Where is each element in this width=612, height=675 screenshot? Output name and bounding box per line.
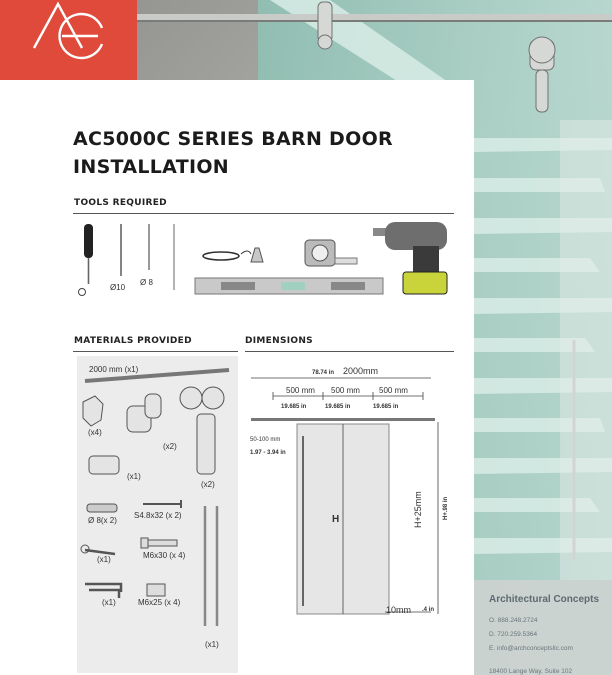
segment-2-mm: 500 mm bbox=[331, 386, 360, 395]
ac-logo-icon bbox=[0, 0, 137, 80]
total-height-in: H+.98 in bbox=[443, 496, 449, 520]
screwdriver-icon bbox=[79, 224, 94, 296]
hexkey-qty-label: (x1) bbox=[102, 598, 116, 607]
tools-heading: TOOLS REQUIRED bbox=[74, 198, 167, 208]
wrench-icon bbox=[81, 545, 115, 554]
segment-1-in: 19.685 in bbox=[281, 404, 307, 410]
bottom-gap-mm: 10mm bbox=[386, 605, 412, 615]
office-phone[interactable]: O. 888.248.2724 bbox=[489, 617, 538, 624]
roller-qty-label: (x2) bbox=[201, 480, 215, 489]
address: 18400 Lange Way, Suite 102 bbox=[489, 668, 573, 675]
plumb-line-icon bbox=[203, 248, 263, 262]
gap-in: 1.97 - 3.94 in bbox=[250, 450, 286, 456]
bracket-qty-label: (x4) bbox=[88, 428, 102, 437]
segment-2-in: 19.685 in bbox=[325, 404, 351, 410]
segment-1-mm: 500 mm bbox=[286, 386, 315, 395]
wall-bracket-icon bbox=[83, 396, 103, 426]
dimensions-divider bbox=[245, 351, 454, 352]
hex-key-icon bbox=[85, 584, 121, 598]
tape-measure-icon bbox=[305, 240, 357, 266]
bolt-m6x30-label: M6x30 (x 4) bbox=[143, 551, 186, 560]
materials-divider bbox=[73, 351, 238, 352]
bolt-m6x30-icon bbox=[141, 538, 177, 548]
stop-qty-label: (x1) bbox=[127, 472, 141, 481]
total-width-in: 78.74 in bbox=[312, 370, 335, 376]
company-name: Architectural Concepts bbox=[489, 594, 600, 605]
bottom-gap-in: .4 in bbox=[422, 607, 435, 613]
drill-bit-10-label: Ø10 bbox=[110, 283, 126, 292]
drill-bit-8-label: Ø 8 bbox=[140, 278, 153, 287]
dimensions-drawing bbox=[245, 356, 454, 620]
door-handle-icon bbox=[205, 506, 217, 626]
level-icon bbox=[195, 278, 383, 294]
screw-label: S4.8x32 (x 2) bbox=[134, 511, 182, 520]
wrench-qty-label: (x1) bbox=[97, 555, 111, 564]
door-height-label: H bbox=[332, 514, 340, 525]
gap-mm: 50-100 mm bbox=[250, 437, 281, 443]
tools-divider bbox=[73, 213, 454, 214]
cordless-drill-icon bbox=[373, 222, 447, 294]
bolt-m6x25-icon bbox=[147, 584, 165, 596]
direct-phone[interactable]: D. 720.259.5364 bbox=[489, 631, 538, 638]
rail-clamp-icon bbox=[127, 394, 161, 432]
email-link[interactable]: E. info@archconceptsllc.com bbox=[489, 645, 573, 652]
bolt-m6x25-label: M6x25 (x 4) bbox=[138, 598, 181, 607]
contact-panel bbox=[474, 580, 612, 675]
anchor-label: Ø 8(x 2) bbox=[88, 516, 117, 525]
page-title: AC5000C SERIES BARN DOOR INSTALLATION bbox=[73, 128, 393, 178]
brand-logo bbox=[0, 0, 137, 80]
rail-label: 2000 mm (x1) bbox=[89, 365, 139, 374]
materials-heading: MATERIALS PROVIDED bbox=[74, 336, 192, 346]
screw-icon bbox=[143, 500, 181, 508]
tools-illustration bbox=[73, 218, 458, 304]
total-height-mm: H+25mm bbox=[413, 491, 423, 528]
total-width-mm: 2000mm bbox=[343, 366, 379, 376]
segment-3-mm: 500 mm bbox=[379, 386, 408, 395]
wall-anchor-icon bbox=[87, 504, 117, 512]
dimensions-heading: DIMENSIONS bbox=[245, 336, 313, 346]
segment-3-in: 19.685 in bbox=[373, 404, 399, 410]
roller-hanger-icon bbox=[180, 387, 224, 474]
handle-qty-label: (x1) bbox=[205, 640, 219, 649]
floor-stop-icon bbox=[89, 456, 119, 474]
clamp-qty-label: (x2) bbox=[163, 442, 177, 451]
rail-drawing bbox=[251, 418, 435, 421]
